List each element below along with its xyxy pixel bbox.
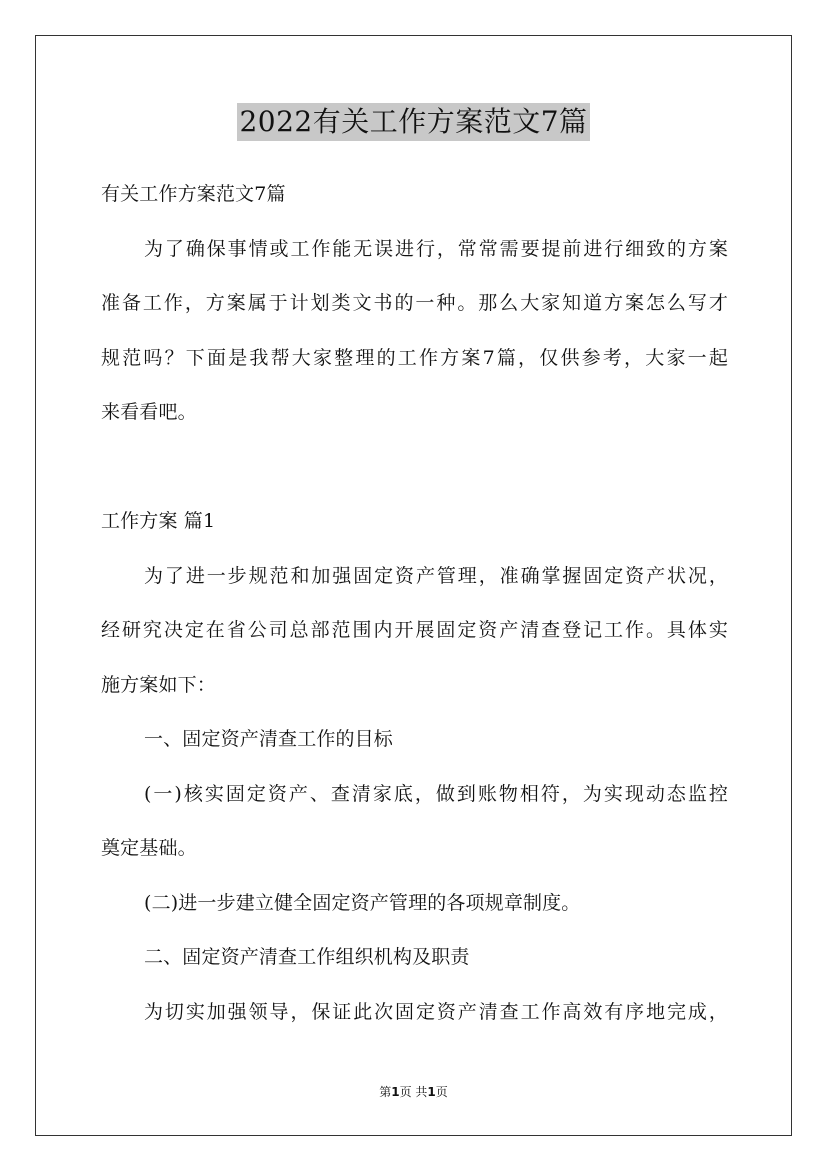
- document-title: 2022有关工作方案范文7篇: [237, 103, 589, 141]
- paragraph-line: 准备工作，方案属于计划类文书的一种。那么大家知道方案怎么写才: [101, 292, 728, 314]
- footer-total-pages: 1: [427, 1085, 436, 1099]
- title-container: [0, 103, 827, 141]
- paragraph-line: 为了进一步规范和加强固定资产管理，准确掌握固定资产状况，: [144, 564, 728, 587]
- paragraph-line: 施方案如下：: [101, 673, 216, 696]
- paragraph-line: 来看看吧。: [101, 401, 197, 423]
- paragraph-line: 经研究决定在省公司总部范围内开展固定资产清查登记工作。具体实: [101, 619, 728, 641]
- paragraph-line: 二、固定资产清查工作组织机构及职责: [144, 946, 470, 968]
- document-body: [101, 167, 728, 1039]
- paragraph-line: 规范吗？下面是我帮大家整理的工作方案7篇，仅供参考，大家一起: [101, 346, 728, 369]
- paragraph-line: 奠定基础。: [101, 837, 197, 859]
- page-footer: [0, 1084, 827, 1100]
- footer-suffix: 页: [435, 1085, 448, 1099]
- footer-prefix: 第: [379, 1085, 392, 1099]
- paragraph-line: (二)进一步建立健全固定资产管理的各项规章制度。: [144, 891, 581, 914]
- paragraph-line: 为切实加强领导，保证此次固定资产清查工作高效有序地完成，: [144, 1000, 728, 1023]
- paragraph-line: 为了确保事情或工作能无误进行，常常需要提前进行细致的方案: [144, 237, 728, 260]
- section-heading: 工作方案 篇1: [101, 510, 216, 532]
- paragraph-line: 一、固定资产清查工作的目标: [144, 728, 393, 750]
- paragraph-line: (一)核实固定资产、查清家底，做到账物相符，为实现动态监控: [144, 782, 728, 805]
- blank-line: [101, 440, 728, 495]
- footer-mid: 页 共: [399, 1085, 428, 1099]
- subtitle-line: 有关工作方案范文7篇: [101, 183, 286, 205]
- footer-page-number: 1: [391, 1085, 400, 1099]
